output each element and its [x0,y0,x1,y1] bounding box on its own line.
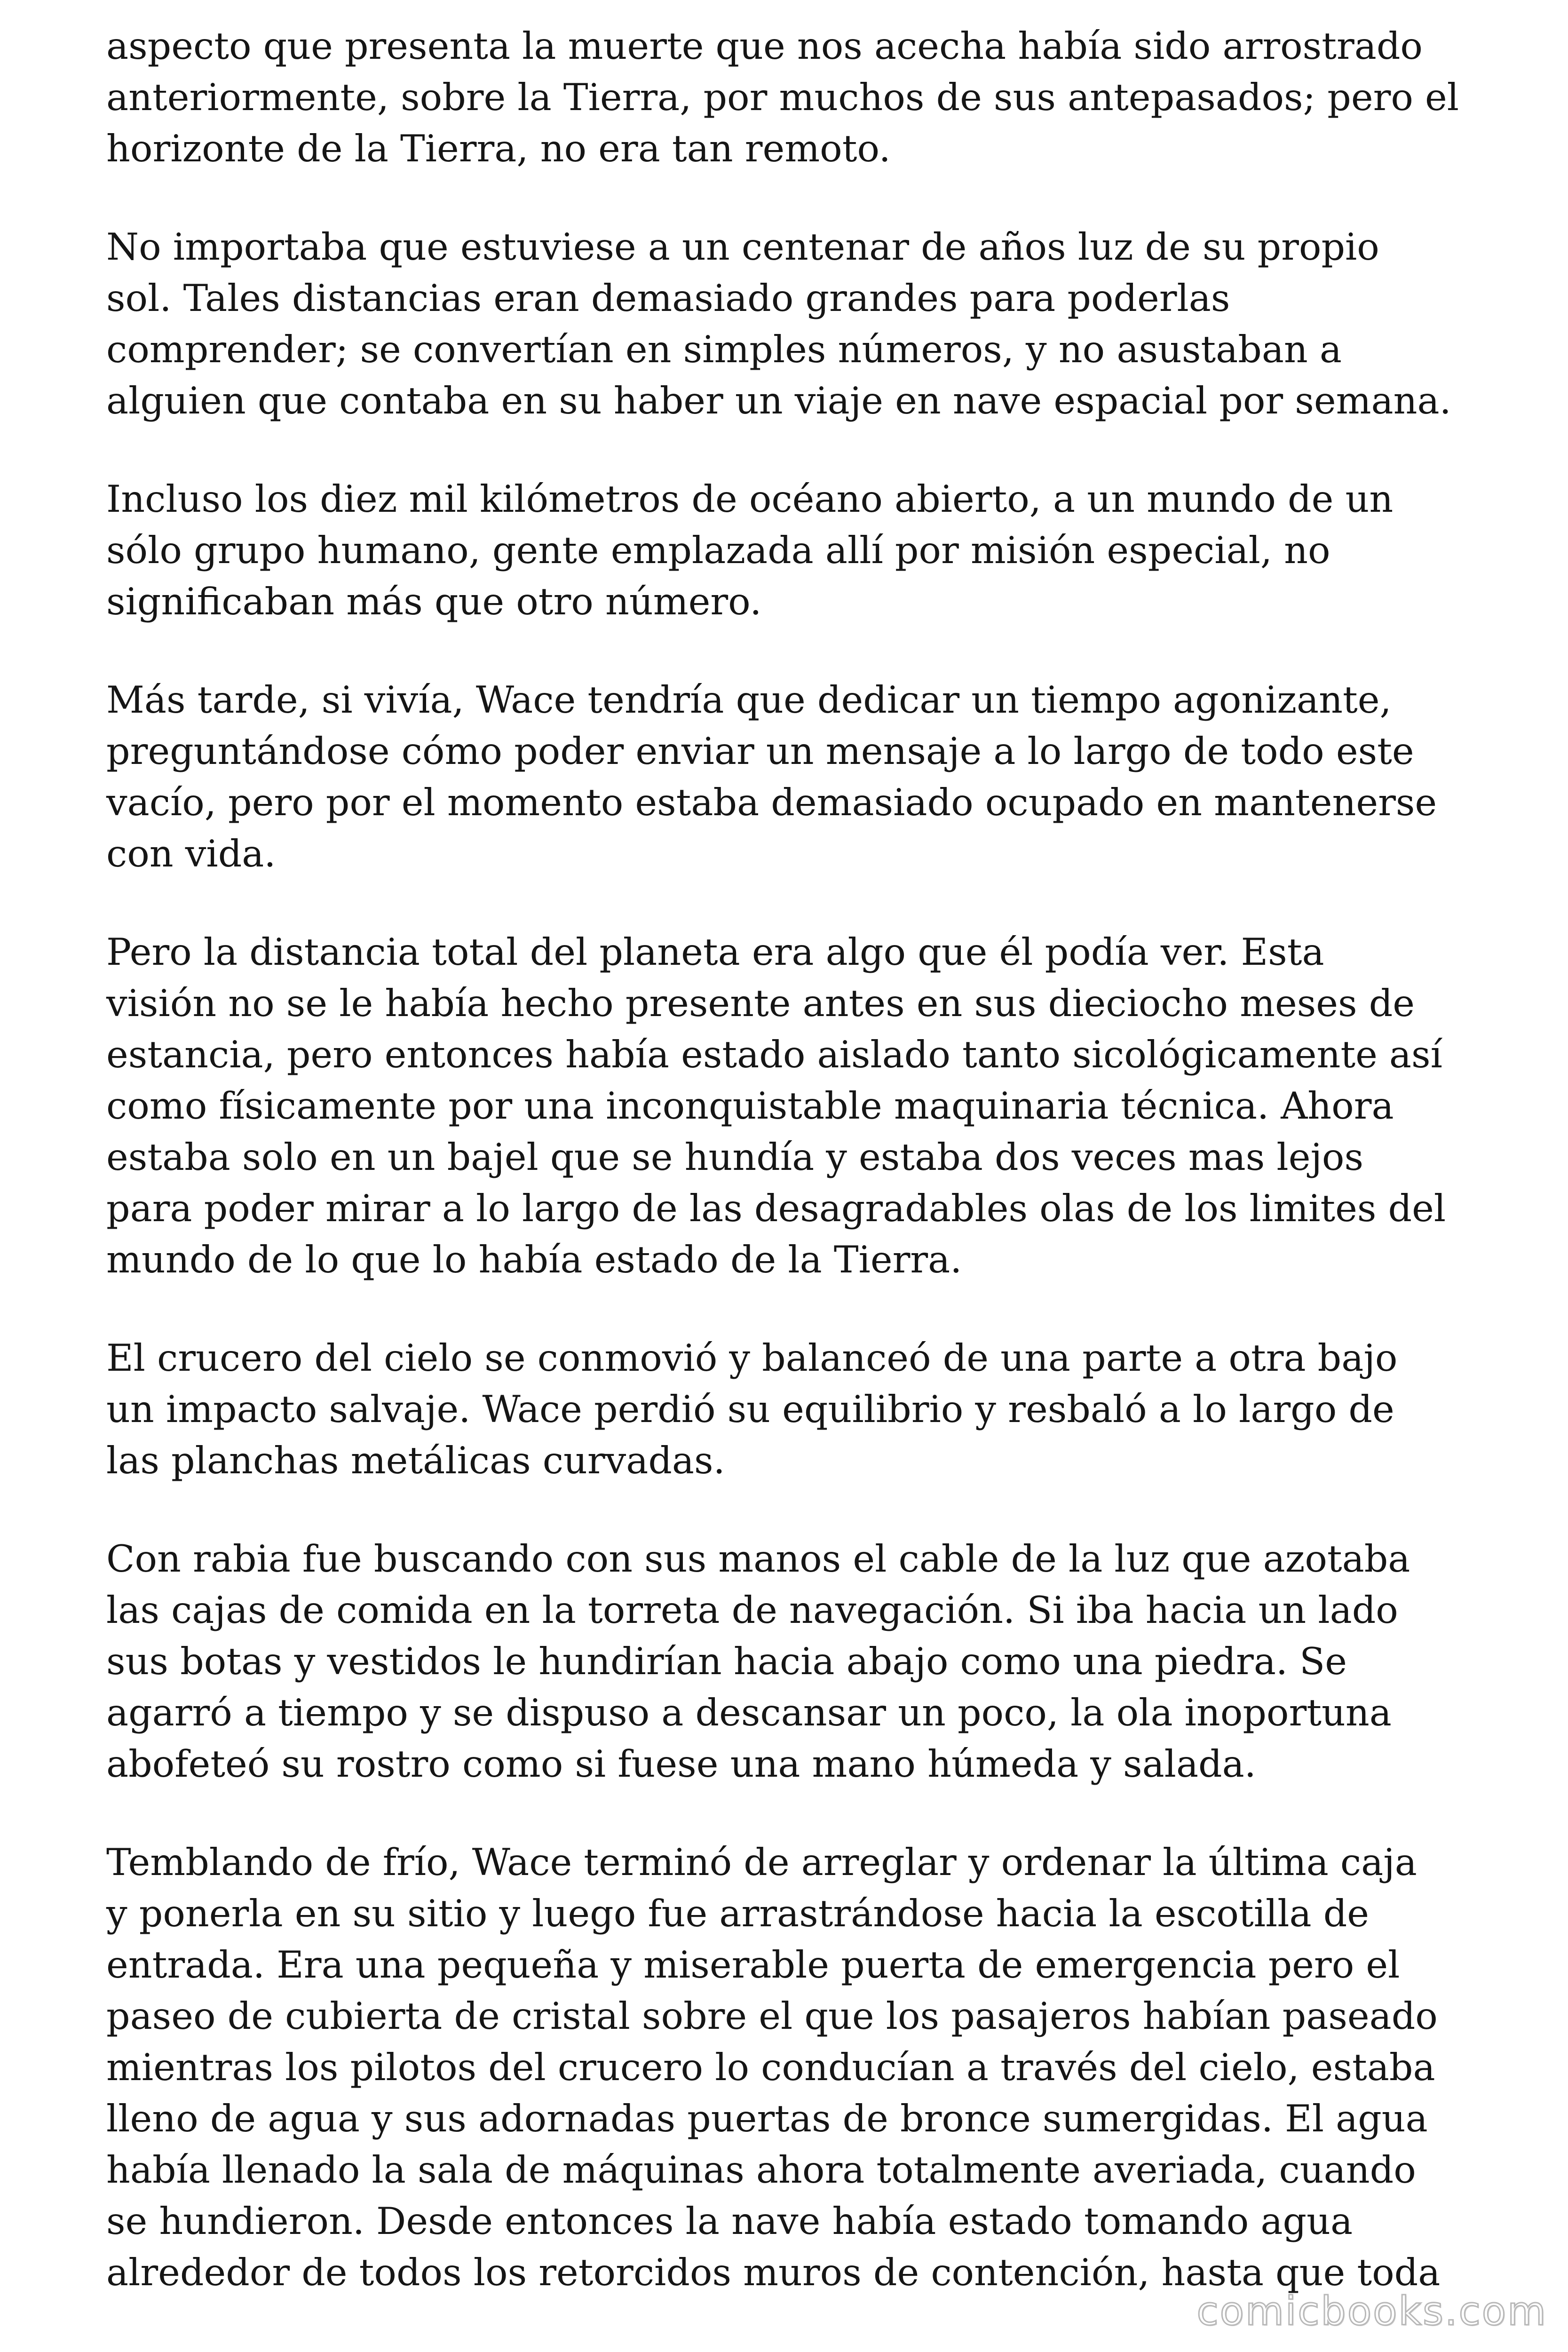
text-line: Temblando de frío, Wace terminó de arreglar y ordenar la última caja [106,1841,1417,1884]
text-line: estancia, pero entonces había estado aislado tanto sicológicamente así [106,1033,1442,1076]
text-line: sol. Tales distancias eran demasiado grandes para poderlas [106,277,1230,320]
text-line: un impacto salvaje. Wace perdió su equilibrio y resbaló a lo largo de [106,1388,1394,1431]
text-line: alrededor de todos los retorcidos muros de contención, hasta que toda [106,2251,1441,2294]
text-line: visión no se le había hecho presente antes en sus dieciocho meses de [106,982,1415,1025]
paragraph [106,222,1470,427]
text-line: se hundieron. Desde entonces la nave había estado tomando agua [106,2200,1353,2243]
text-line: mientras los pilotos del crucero lo conducían a través del cielo, estaba [106,2046,1435,2089]
text-line: Con rabia fue buscando con sus manos el cable de la luz que azotaba [106,1537,1410,1581]
paragraph [106,927,1470,1286]
paragraph [106,675,1470,880]
text-line: Más tarde, si vivía, Wace tendría que dedicar un tiempo agonizante, [106,678,1392,722]
text-line: sus botas y vestidos le hundirían hacia abajo como una piedra. Se [106,1640,1347,1683]
text-line: No importaba que estuviese a un centenar de años luz de su propio [106,225,1379,269]
text-line: alguien que contaba en su haber un viaje en nave espacial por semana. [106,379,1451,422]
text-line: para poder mirar a lo largo de las desagradables olas de los limites del [106,1187,1446,1230]
text-line: Incluso los diez mil kilómetros de océano abierto, a un mundo de un [106,477,1394,521]
text-line: las planchas metálicas curvadas. [106,1439,725,1482]
text-line: y ponerla en su sitio y luego fue arrastrándose hacia la escotilla de [106,1892,1370,1935]
text-line: las cajas de comida en la torreta de navegación. Si iba hacia un lado [106,1589,1398,1632]
text-line: mundo de lo que lo había estado de la Tierra. [106,1238,962,1281]
page-body [106,21,1470,2345]
text-line: había llenado la sala de máquinas ahora totalmente averiada, cuando [106,2148,1416,2192]
text-line: con vida. [106,832,276,875]
text-line: El crucero del cielo se conmovió y balanceó de una parte a otra bajo [106,1336,1398,1380]
text-line: paseo de cubierta de cristal sobre el que los pasajeros habían paseado [106,1994,1438,2038]
paragraph [106,474,1470,628]
paragraph [106,21,1470,175]
text-line: abofeteó su rostro como si fuese una mano húmeda y salada. [106,1742,1256,1786]
paragraph [106,1333,1470,1486]
paragraph [106,1837,1470,2298]
text-line: horizonte de la Tierra, no era tan remoto. [106,127,891,170]
text-line: aspecto que presenta la muerte que nos acecha había sido arrostrado [106,24,1423,68]
watermark: comicbooks.com [1196,2288,1547,2334]
text-line: lleno de agua y sus adornadas puertas de bronce sumergidas. El agua [106,2097,1428,2140]
text-line: estaba solo en un bajel que se hundía y estaba dos veces mas lejos [106,1136,1364,1179]
text-line: vacío, pero por el momento estaba demasiado ocupado en mantenerse [106,781,1437,824]
text-line: entrada. Era una pequeña y miserable puerta de emergencia pero el [106,1943,1400,1986]
paragraph [106,1534,1470,1790]
text-line: preguntándose cómo poder enviar un mensaje a lo largo de todo este [106,730,1414,773]
text-line: sólo grupo humano, gente emplazada allí por misión especial, no [106,529,1330,572]
text-line: agarró a tiempo y se dispuso a descansar un poco, la ola inoportuna [106,1691,1392,1734]
text-line: significaban más que otro número. [106,580,762,623]
text-line: Pero la distancia total del planeta era algo que él podía ver. Esta [106,930,1324,974]
text-line: como físicamente por una inconquistable maquinaria técnica. Ahora [106,1084,1394,1128]
text-line: comprender; se convertían en simples números, y no asustaban a [106,328,1342,371]
text-line: anteriormente, sobre la Tierra, por muchos de sus antepasados; pero el [106,76,1459,119]
